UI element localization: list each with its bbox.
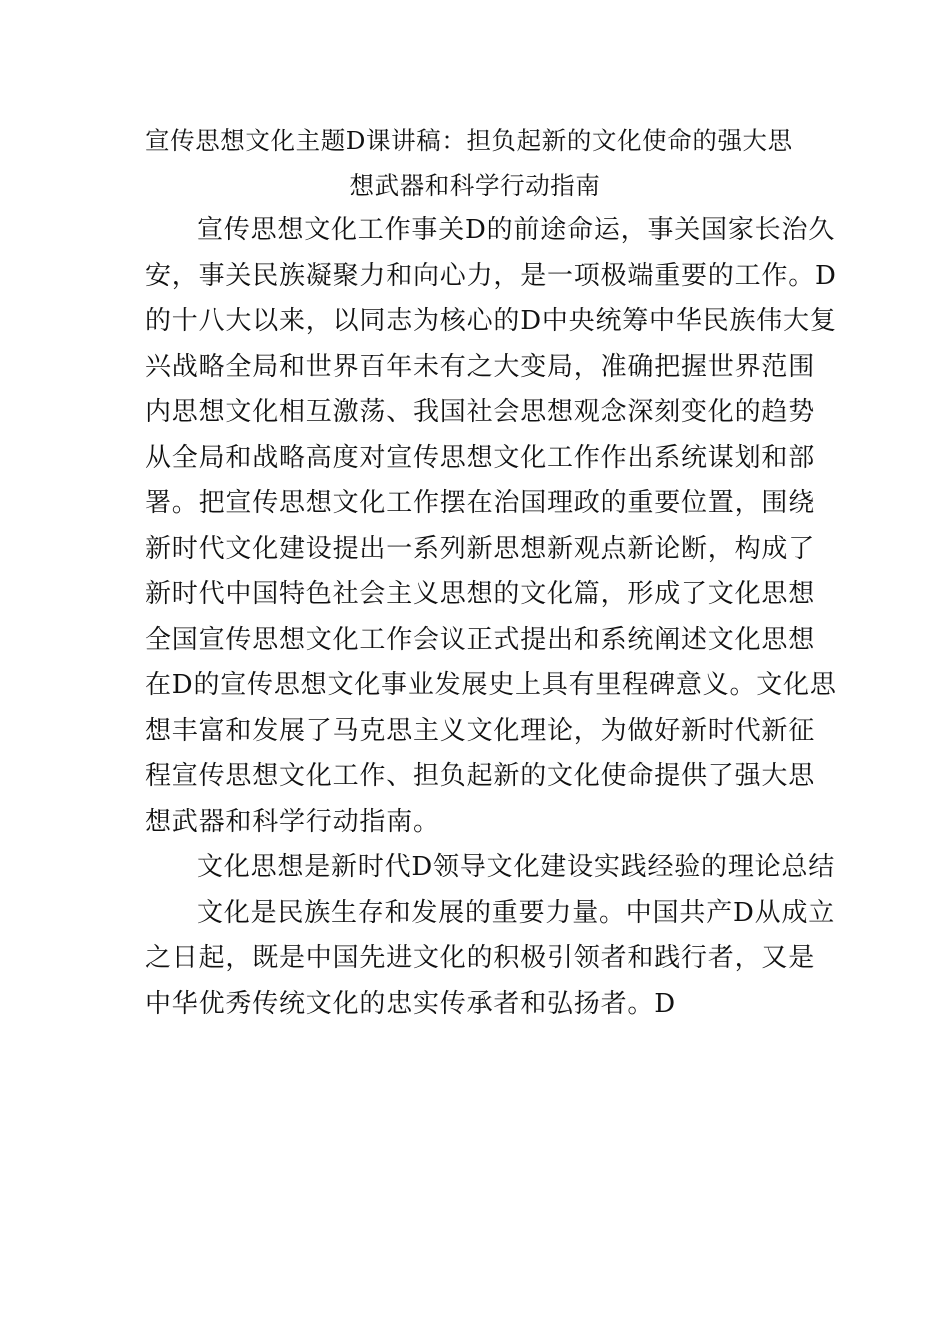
text-line: 内思想文化相互激荡、我国社会思想观念深刻变化的趋势	[145, 397, 816, 427]
text-line: 中华优秀传统文化的忠实传承者和弘扬者。D	[145, 988, 676, 1019]
section-heading: 文化思想是新时代D领导文化建设实践经验的理论总结	[197, 852, 836, 882]
title-line: 宣传思想文化主题D课讲稿：担负起新的文化使命的强大思	[145, 126, 793, 155]
document-title	[145, 118, 805, 208]
text-line: 想丰富和发展了马克思主义文化理论，为做好新时代新征	[145, 715, 816, 746]
text-line: 想武器和科学行动指南。	[145, 806, 440, 837]
text-line: 兴战略全局和世界百年未有之大变局，准确把握世界范围	[145, 351, 816, 382]
text-line: 的十八大以来，以同志为核心的D中央统筹中华民族伟大复	[145, 306, 837, 336]
paragraph-1	[145, 208, 837, 845]
text-line: 安，事关民族凝聚力和向心力，是一项极端重要的工作。D	[145, 260, 837, 291]
text-line: 宣传思想文化工作事关D的前途命运，事关国家长治久	[197, 215, 836, 245]
text-line: 文化是民族生存和发展的重要力量。中国共产D从成立	[197, 897, 836, 928]
text-line: 全国宣传思想文化工作会议正式提出和系统阐述文化思想	[145, 624, 816, 655]
text-line: 程宣传思想文化工作、担负起新的文化使命提供了强大思	[145, 761, 816, 791]
paragraph-2	[145, 891, 836, 1028]
text-line: 之日起，既是中国先进文化的积极引领者和践行者，又是	[145, 943, 816, 973]
text-line: 新时代文化建设提出一系列新思想新观点新论断，构成了	[145, 533, 816, 564]
text-line: 新时代中国特色社会主义思想的文化篇，形成了文化思想	[145, 579, 816, 609]
text-line: 在D的宣传思想文化事业发展史上具有里程碑意义。文化思	[145, 670, 837, 700]
text-line: 署。把宣传思想文化工作摆在治国理政的重要位置，围绕	[145, 488, 816, 518]
title-line: 想武器和科学行动指南	[349, 171, 601, 200]
document-body	[145, 118, 837, 1027]
text-line: 从全局和战略高度对宣传思想文化工作作出系统谋划和部	[145, 442, 816, 473]
